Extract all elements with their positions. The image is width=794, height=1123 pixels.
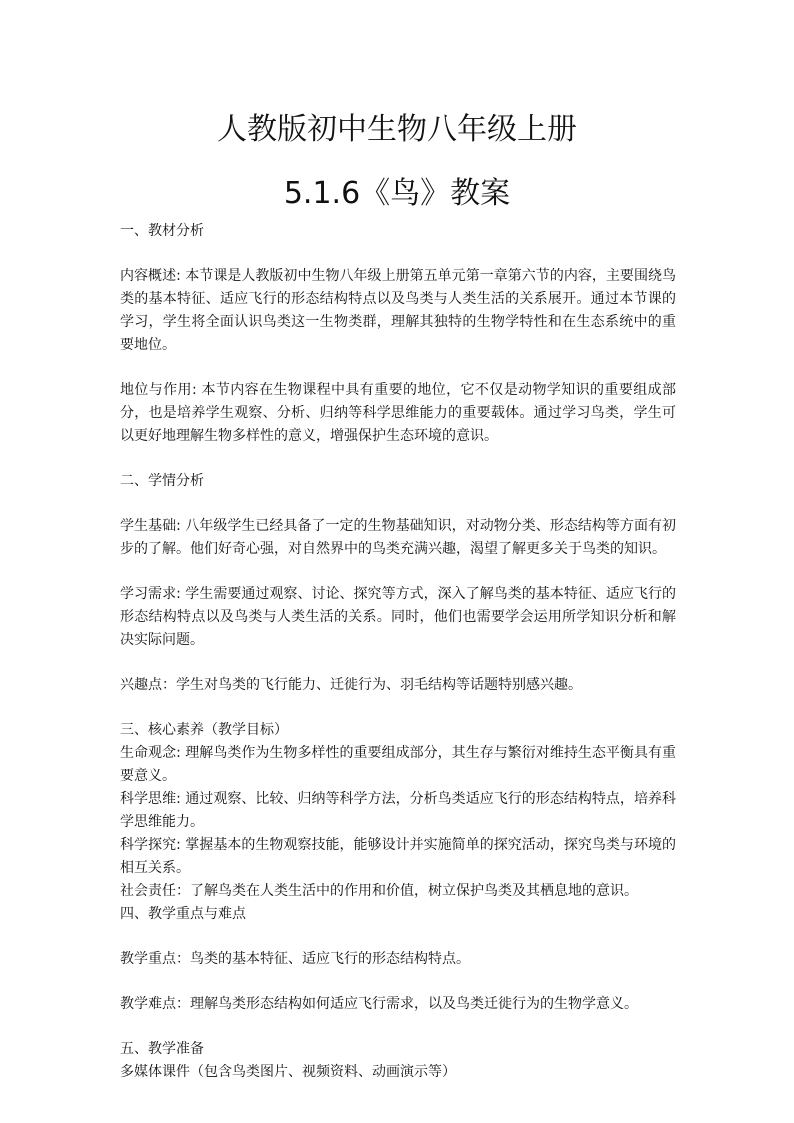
section-heading-key-difficult-points: 四、教学重点与难点 — [120, 906, 246, 922]
paragraph-learning-needs: 学习需求: 学生需要通过观察、讨论、探究等方式，深入了解鸟类的基本特征、适应飞行的形态结构特点以及鸟类与人类生活的关系。同时，他们也需要学会运用所学知识分析和解决实际问题。 — [120, 586, 676, 648]
paragraph-teaching-focus: 教学重点：鸟类的基本特征、适应飞行的形态结构特点。 — [120, 951, 470, 967]
paragraph-social-responsibility: 社会责任：了解鸟类在人类生活中的作用和价值，树立保护鸟类及其栖息地的意识。 — [120, 883, 638, 899]
paragraph-student-basis: 学生基础: 八年级学生已经具备了一定的生物基础知识，对动物分类、形态结构等方面有初步的了解。他们好奇心强，对自然界中的鸟类充满兴趣，渴望了解更多关于鸟类的知识。 — [120, 518, 676, 557]
section-heading-textbook-analysis: 一、教材分析 — [120, 223, 204, 239]
paragraph-teaching-difficulty: 教学难点：理解鸟类形态结构如何适应飞行需求，以及鸟类迁徙行为的生物学意义。 — [120, 996, 638, 1012]
doc-title-line1: 人教版初中生物八年级上册 — [217, 112, 577, 147]
paragraph-multimedia-courseware: 多媒体课件（包含鸟类图片、视频资料、动画演示等） — [120, 1064, 456, 1080]
doc-title-line2: 5.1.6《鸟》教案 — [283, 176, 511, 211]
section-heading-core-literacy: 三、核心素养（教学目标） — [120, 722, 288, 738]
paragraph-interest-points: 兴趣点：学生对鸟类的飞行能力、迁徙行为、羽毛结构等话题特别感兴趣。 — [120, 677, 582, 693]
paragraph-life-concept: 生命观念: 理解鸟类作为生物多样性的重要组成部分，其生存与繁衍对维持生态平衡具有重要意义。 — [120, 745, 676, 784]
section-heading-teaching-preparation: 五、教学准备 — [120, 1041, 204, 1057]
paragraph-position-role: 地位与作用: 本节内容在生物课程中具有重要的地位，它不仅是动物学知识的重要组成部分，也是培养学生观察、分析、归纳等科学思维能力的重要载体。通过学习鸟类，学生可以更好地理解生物多样性的意义，增强保护生态环境的意识。 — [120, 382, 676, 444]
doc-body — [120, 220, 676, 1084]
paragraph-content-overview: 内容概述: 本节课是人教版初中生物八年级上册第五单元第一章第六节的内容，主要围绕鸟类的基本特征、适应飞行的形态结构特点以及鸟类与人类生活的关系展开。通过本节课的学习，学生将全面认识鸟类这一生物类群，理解其独特的生物学特性和在生态系统中的重要地位。 — [120, 268, 676, 353]
paragraph-scientific-thinking: 科学思维: 通过观察、比较、归纳等科学方法，分析鸟类适应飞行的形态结构特点，培养科学思维能力。 — [120, 791, 676, 830]
paragraph-scientific-inquiry: 科学探究: 掌握基本的生物观察技能，能够设计并实施简单的探究活动，探究鸟类与环境的相互关系。 — [120, 837, 676, 876]
section-heading-student-analysis: 二、学情分析 — [120, 473, 204, 489]
